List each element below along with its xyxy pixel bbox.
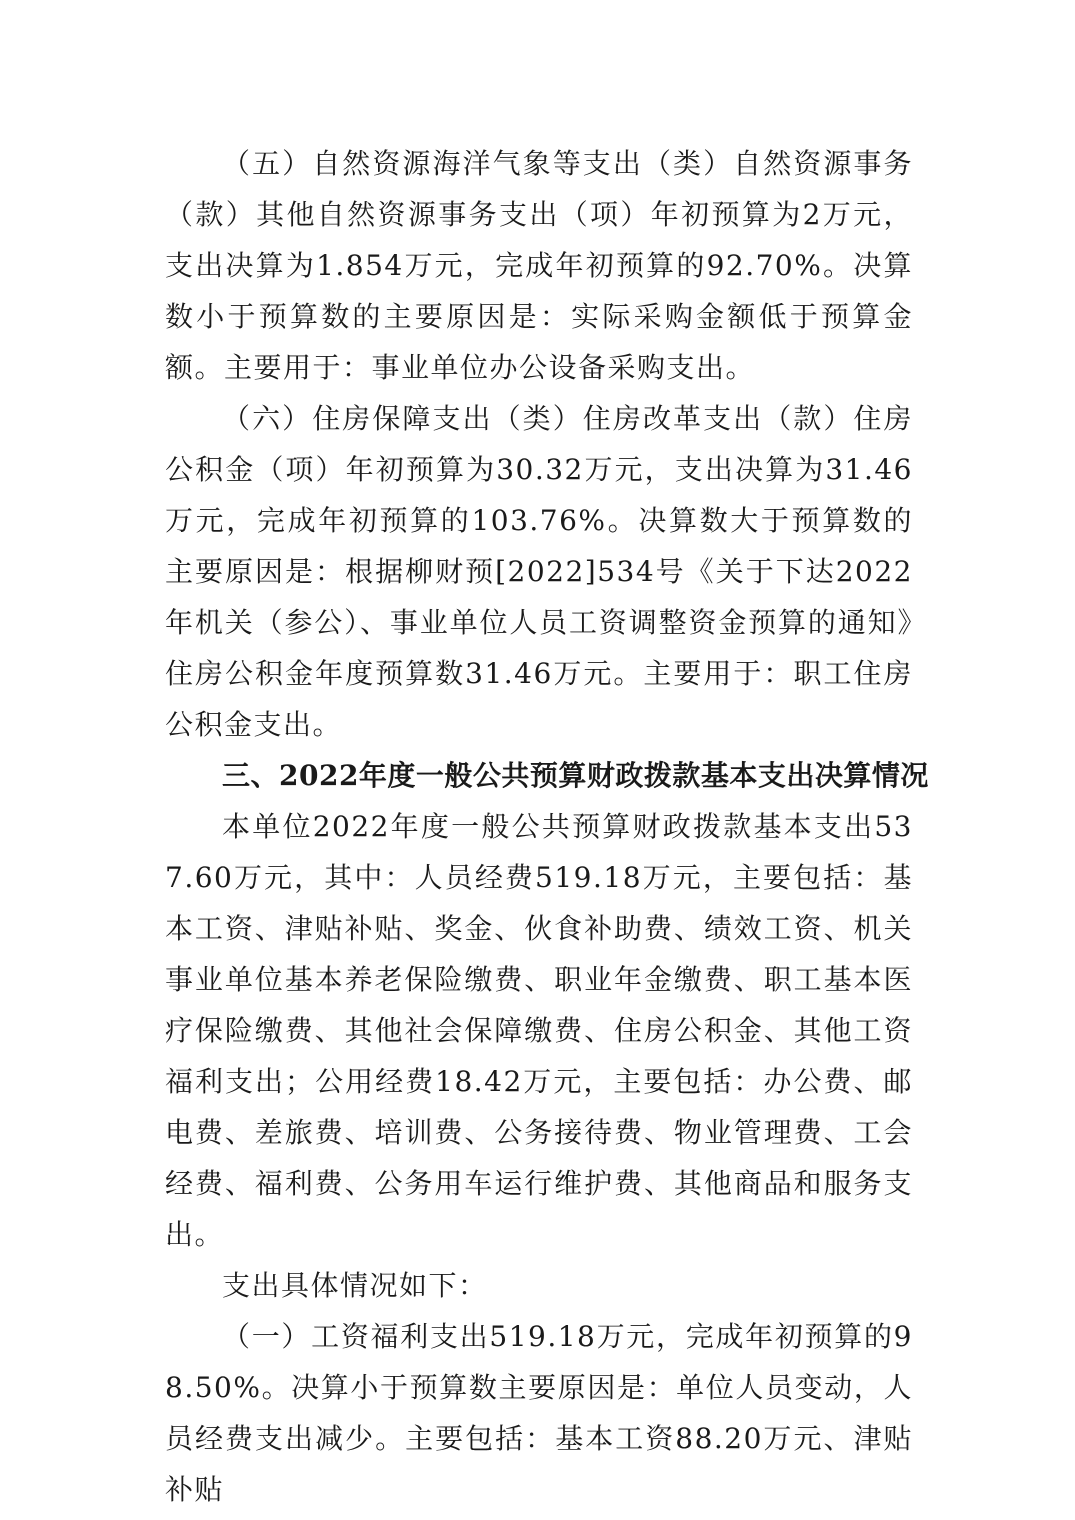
paragraph-basic-expenditure-summary: 本单位2022年度一般公共预算财政拨款基本支出537.60万元，其中：人员经费519.18万元，主要包括：基本工资、津贴补贴、奖金、伙食补助费、绩效工资、机关事业单位基本养老保险缴费、职业年金缴费、职工基本医疗保险缴费、其他社会保障缴费、住房公积金、其他工资福利支出；公用经费18.42万元，主要包括：办公费、邮电费、差旅费、培训费、公务接待费、物业管理费、工会经费、福利费、公务用车运行维护费、其他商品和服务支出。 bbox=[165, 810, 913, 1251]
section-heading-basic-expenditure: 三、2022年度一般公共预算财政拨款基本支出决算情况 bbox=[222, 759, 929, 792]
document-body bbox=[165, 138, 929, 1515]
paragraph-natural-resources-expenditure: （五）自然资源海洋气象等支出（类）自然资源事务（款）其他自然资源事务支出（项）年初预算为2万元，支出决算为1.854万元，完成年初预算的92.70%。决算数小于预算数的主要原因是：实际采购金额低于预算金额。主要用于：事业单位办公设备采购支出。 bbox=[165, 147, 913, 384]
paragraph-details-intro: 支出具体情况如下： bbox=[222, 1269, 488, 1302]
paragraph-wages-welfare-expenditure: （一）工资福利支出519.18万元，完成年初预算的98.50%。决算小于预算数主要原因是：单位人员变动，人员经费支出减少。主要包括：基本工资88.20万元、津贴补贴 bbox=[165, 1320, 913, 1506]
paragraph-housing-security-expenditure: （六）住房保障支出（类）住房改革支出（款）住房公积金（项）年初预算为30.32万元，支出决算为31.46万元，完成年初预算的103.76%。决算数大于预算数的主要原因是：根据柳财预[2022]534号《关于下达2022年机关（参公）、事业单位人员工资调整资金预算的通知》住房公积金年度预算数31.46万元。主要用于：职工住房公积金支出。 bbox=[165, 402, 913, 741]
